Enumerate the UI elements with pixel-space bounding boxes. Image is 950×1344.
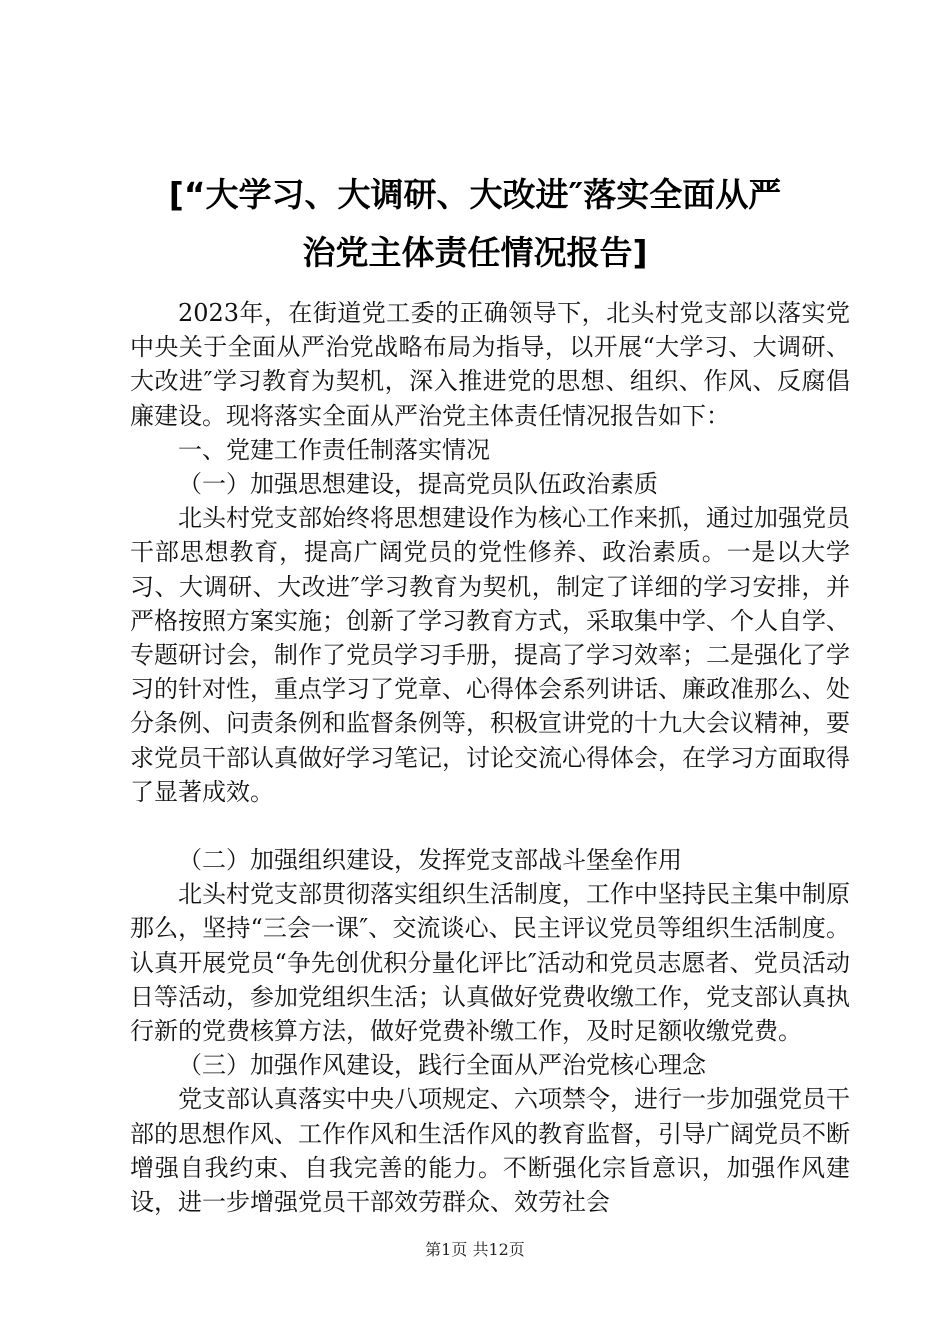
section-heading-1: 一、党建工作责任制落实情况 <box>178 435 490 464</box>
paragraph-intro: 2023年，在街道党工委的正确领导下，北头村党支部以落实党中央关于全面从严治党战略布局为指导，以开展“大学习、大调研、大改进″学习教育为契机，深入推进党的思想、组织、作风、反腐倡廉建设。现将落实全面从严治党主体责任情况报告如下： <box>130 299 850 430</box>
page-footer: 第1页 共12页 <box>425 1240 525 1259</box>
subsection-heading-1: （一）加强思想建设，提高党员队伍政治素质 <box>178 470 658 499</box>
title-line-2: 治党主体责任情况报告] <box>302 233 648 272</box>
subsection-heading-3: （三）加强作风建设，践行全面从严治党核心理念 <box>178 1051 706 1080</box>
subsection-heading-2: （二）加强组织建设，发挥党支部战斗堡垒作用 <box>178 846 682 875</box>
document-body <box>130 296 850 1219</box>
paragraph-organization: 北头村党支部贯彻落实组织生活制度，工作中坚持民主集中制原那么，坚持“三会一课″、交流谈心、民主评议党员等组织生活制度。认真开展党员“争先创优积分量化评比″活动和党员志愿者、党员活动日等活动，参加党组织生活；认真做好党费收缴工作，党支部认真执行新的党费核算方法，做好党费补缴工作，及时足额收缴党费。 <box>130 880 850 1046</box>
document-title <box>100 166 850 282</box>
paragraph-ideology: 北头村党支部始终将思想建设作为核心工作来抓，通过加强党员干部思想教育，提高广阔党员的党性修养、政治素质。一是以大学习、大调研、大改进″学习教育为契机，制定了详细的学习安排，并严格按照方案实施；创新了学习教育方式，采取集中学、个人自学、专题研讨会，制作了党员学习手册，提高了学习效率；二是强化了学习的针对性，重点学习了党章、心得体会系列讲话、廉政准那么、处分条例、问责条例和监督条例等，积极宣讲党的十九大会议精神，要求党员干部认真做好学习笔记，讨论交流心得体会，在学习方面取得了显著成效。 <box>130 504 850 806</box>
title-line-1: [“大学习、大调研、大改进″落实全面从严 <box>168 175 782 214</box>
paragraph-conduct: 党支部认真落实中央八项规定、六项禁令，进行一步加强党员干部的思想作风、工作作风和生活作风的教育监督，引导广阔党员不断增强自我约束、自我完善的能力。不断强化宗旨意识，加强作风建设，进一步增强党员干部效劳群众、效劳社会 <box>130 1085 850 1217</box>
